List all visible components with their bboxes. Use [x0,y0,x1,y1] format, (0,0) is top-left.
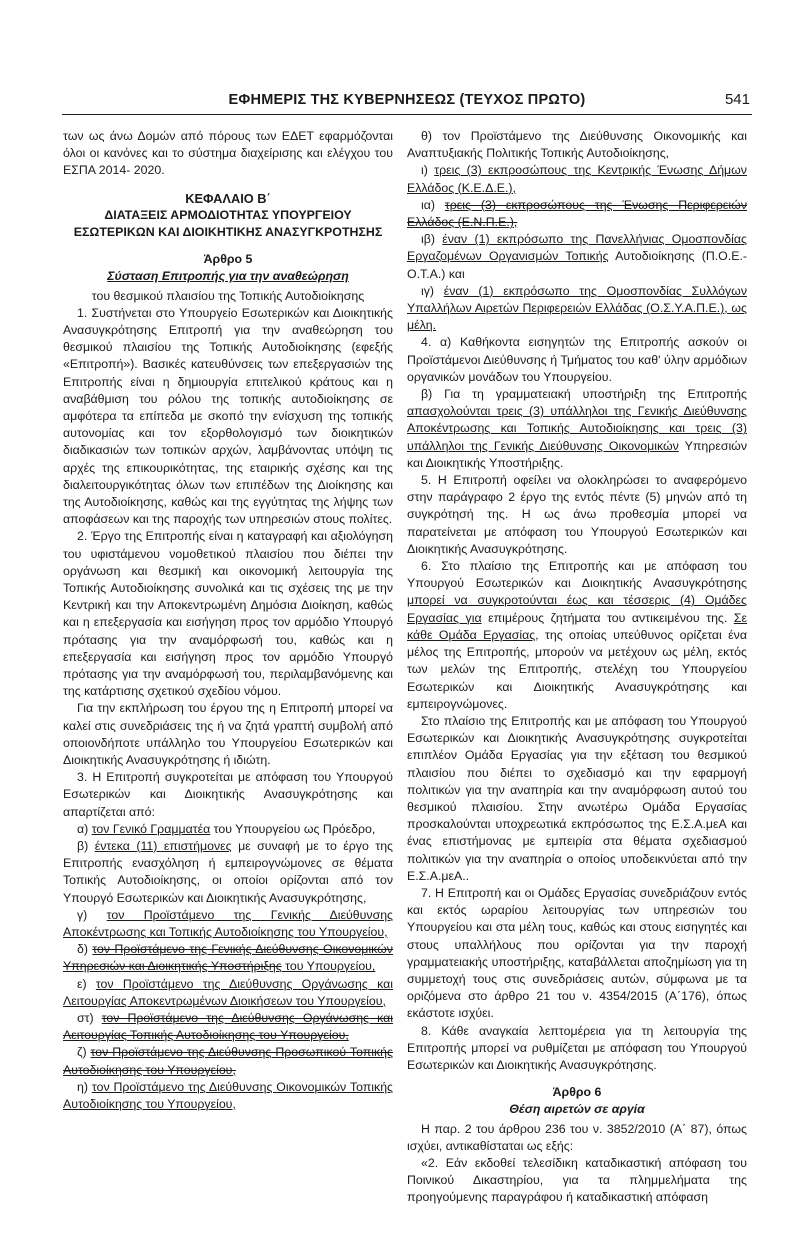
article-5-paragraph-6: 6. Στο πλαίσιο της Επιτροπής και με απόφαση του Υπουργού Εσωτερικών και Διοικητικής Ανασυγκρότησης μπορεί να συγκροτούνται έως και τέσσερις (4) Ομάδες Εργασίας για επιμέρους ζητήματα του αντικειμένου της. Σε κάθε Ομάδα Εργασίας, της οποίας υπεύθυνος ορίζεται ένα μέλος της Επιτροπής, μπορούν να μετέχουν ως μέλη, εκτός των μελών της Επιτροπής, στελέχη του Υπουργείου Εσωτερικών και Διοικητικής Ανασυγκρότησης και εμπειρογνώμονες. [407,559,747,711]
right-column [407,128,747,1207]
handwritten-underline: απασχολούνται τρεις (3) υπάλληλοι της Γενικής Διεύθυνσης Αποκέντρωσης και Τοπικής Αυτοδιοίκησης και τρεις (3) υπάλληλοι της Γενικής Διεύθυνσης Οικονομικών [407,404,747,453]
article-6-paragraph-1: Η παρ. 2 του άρθρου 236 του ν. 3852/2010 (Α΄ 87), όπως ισχύει, αντικαθίσταται ως εξής: [407,1121,747,1153]
article-6-number: Άρθρο 6 [552,1085,602,1100]
handwritten-underline: Σε κάθε Ομάδα Εργασίας [407,610,747,642]
handwritten-underline: έντεκα (11) επιστήμονες [94,839,232,854]
handwritten-strikethrough: τον Προϊστάμενο της Γενικής Διεύθυνσης Οικονομικών Υπηρεσιών και Διοικητικής Υποστήριξης [63,942,393,974]
article-5-paragraph-7: 7. Η Επιτροπή και οι Ομάδες Εργασίας συνεδριάζουν εντός και εκτός ωραρίου λειτουργίας των υπηρεσιών του Υπουργείου και στα μέλη τους, καθώς και στους εισηγητές και στους υπαλλήλους που ορίζονται για την παροχή γραμματειακής υποστήριξης, καταβάλλεται αποζημίωση για τη συμμετοχή τους στις συνεδριάσεις αυτών, σύμφωνα με τα οριζόμενα στο άρθρο 21 του ν. 4354/2015 (Α΄176), όπως εκάστοτε ισχύει. [407,885,747,1021]
handwritten-strikethrough: τρεις (3) εκπροσώπους της Ένωσης Περιφερειών Ελλάδος (Ε.Ν.Π.Ε.), [407,197,747,230]
chapter-heading: ΚΕΦΑΛΑΙΟ Β΄ [185,190,271,206]
handwritten-underline: τον Γενικό Γραμματέα [91,821,211,836]
gazette-title: ΕΦΗΜΕΡΙΣ ΤΗΣ ΚΥΒΕΡΝΗΣΕΩΣ (ΤΕΥΧΟΣ ΠΡΩΤΟ) [228,92,586,108]
member-item-b: β) έντεκα (11) επιστήμονες με συναφή με το έργο της Επιτροπής ενασχόληση ή εμπειρογνώμονες σε θέματα Τοπικής Αυτοδιοίκησης, οι οποίοι ορίζονται από τον Υπουργό Εσωτερικών και Διοικητικής Ανασυγκρότησης, [63,839,394,905]
handwritten-strikethrough: τον Προϊστάμενο της Διεύθυνσης Οργάνωσης και Λειτουργίας Τοπικής Αυτοδιοίκησης του Υπουργείου, [63,1011,393,1043]
article-5-number: Άρθρο 5 [203,252,253,267]
article-6-paragraph-2: «2. Εάν εκδοθεί τελεσίδικη καταδικαστική απόφαση του Ποινικού Δικαστηρίου, για τα πλημμελήματα της προηγούμενης παραγράφου ή καταδικαστική απόφαση [407,1155,747,1205]
article-5-paragraph-1: 1. Συστήνεται στο Υπουργείο Εσωτερικών και Διοικητικής Ανασυγκρότησης Επιτροπή για την αναθεώρηση του θεσμικού πλαισίου της Τοπικής Αυτοδιοίκησης (εφεξής «Επιτροπή»). Βασικές κατευθύνσεις των επεξεργασιών της Επιτροπής είναι η δημιουργία επιτελικού κράτους και η αναβάθμιση του ρόλου της τοπικής αυτοδιοίκησης σε αμφότερα τα επίπεδα με σκοπό την ενίσχυση της τοπικής αυτονομίας και τον εξορθολογισμό των διοικητικών διαδικασιών των τοπικών αρχών, λαμβάνοντας υπόψη τις αρχές της επικουρικότητας, της εταιρικής σχέσης και της διαλειτουργικότητας όλων των επιπέδων της Διοίκησης και της Αυτοδιοίκησης, καθώς και της εγγύτητας της λήψης των αποφάσεων και της παροχής των υπηρεσιών στους πολίτες. [63,305,393,527]
chapter-title-line-2: ΕΣΩΤΕΡΙΚΩΝ ΚΑΙ ΔΙΟΙΚΗΤΙΚΗΣ ΑΝΑΣΥΓΚΡΟΤΗΣΗΣ [73,225,383,240]
member-item-th: θ) τον Προϊστάμενο της Διεύθυνσης Οικονομικής και Αναπτυξιακής Πολιτικής Τοπικής Αυτοδιοίκησης, [407,129,747,161]
member-item-st: στ) τον Προϊστάμενο της Διεύθυνσης Οργάνωσης και Λειτουργίας Τοπικής Αυτοδιοίκησης του Υπουργείου, [63,1011,393,1043]
chapter-title-line-1: ΔΙΑΤΑΞΕΙΣ ΑΡΜΟΔΙΟΤΗΤΑΣ ΥΠΟΥΡΓΕΙΟΥ [104,208,352,223]
article-5-paragraph-6b: Στο πλαίσιο της Επιτροπής και με απόφαση του Υπουργού Εσωτερικών και Διοικητικής Ανασυγκρότησης συγκροτείται επιπλέον Ομάδα Εργασίας για την εξέταση του θεσμικού πλαισίου που διέπει το σχεδιασμό και την εφαρμογή πολιτικών για την αναπηρία και την αναμόρφωση αυτού του θεσμικού πλαισίου. Στην ανωτέρω Ομάδα Εργασίας προσκαλούνται υποχρεωτικά εκπρόσωπος της Ε.Σ.Α.μεΑ και ένας επιστήμονας με εμπειρία στα θέματα σχεδιασμού πολιτικών για την αναπηρία ο οποίος υποδεικνύεται από την Ε.Σ.Α.μεΑ.. [407,713,747,883]
member-item-h: η) τον Προϊστάμενο της Διεύθυνσης Οικονομικών Τοπικής Αυτοδιοίκησης του Υπουργείου, [63,1079,394,1112]
article-5-paragraph-8: 8. Κάθε αναγκαία λεπτομέρεια για τη λειτουργία της Επιτροπής μπορεί να ρυθμίζεται με απόφαση του Υπουργού Εσωτερικών και Διοικητικής Ανασυγκρότησης. [407,1023,747,1072]
article-5-paragraph-4a: 4. α) Καθήκοντα εισηγητών της Επιτροπής ασκούν οι Προϊστάμενοι Διεύθυνσης ή Τμήματος του καθ' ύλην αρμόδιων οργανικών μονάδων του Υπουργείου. [407,335,747,384]
page-number: 541 [724,91,750,108]
handwritten-underline: τρεις (3) εκπροσώπους της Κεντρικής Ένωσης Δήμων Ελλάδος (Κ.Ε.Δ.Ε.), [407,163,747,195]
member-item-c: γ) τον Προϊστάμενο της Γενικής Διεύθυνσης Αποκέντρωσης και Τοπικής Αυτοδιοίκησης του Υπουργείου, [63,907,394,940]
intro-paragraph: των ως άνω Δομών από πόρους των ΕΔΕΤ εφαρμόζονται όλοι οι κανόνες και το σύστημα διαχείρισης και ελέγχου του ΕΣΠΑ 2014- 2020. [63,129,393,178]
handwritten-underline: μπορεί να συγκροτούνται έως και τέσσερις (4) Ομάδες Εργασίας για [407,593,747,625]
article-5-subtitle: του θεσμικού πλαισίου της Τοπικής Αυτοδιοίκησης [91,288,365,303]
member-item-i: ι) τρεις (3) εκπροσώπους της Κεντρικής Ένωσης Δήμων Ελλάδος (Κ.Ε.Δ.Ε.), [407,163,747,195]
page-header [62,92,752,115]
member-item-z: ζ) τον Προϊστάμενο της Διεύθυνσης Προσωπικού Τοπικής Αυτοδιοίκησης του Υπουργείου, [63,1045,393,1077]
member-item-ia: ια) τρεις (3) εκπροσώπους της Ένωσης Περιφερειών Ελλάδος (Ε.Ν.Π.Ε.), [407,197,747,230]
handwritten-underline: τον Προϊστάμενο της Διεύθυνσης Οικονομικών Τοπικής Αυτοδιοίκησης του Υπουργείου, [63,1079,394,1112]
member-item-d: δ) τον Προϊστάμενο της Γενικής Διεύθυνσης Οικονομικών Υπηρεσιών και Διοικητικής Υποστήριξης του Υπουργείου, [63,942,393,974]
article-5-paragraph-5: 5. Η Επιτροπή οφείλει να ολοκληρώσει το αναφερόμενο στην παράγραφο 2 έργο της εντός πέντε (5) μηνών από τη συγκρότησή της. Η ως άνω προθεσμία μπορεί να παρατείνεται με απόφαση του Υπουργού Εσωτερικών και Διοικητικής Ανασυγκρότησης. [407,473,747,556]
article-5-paragraph-4b: β) Για τη γραμματειακή υποστήριξη της Επιτροπής απασχολούνται τρεις (3) υπάλληλοι της Γενικής Διεύθυνσης Αποκέντρωσης και Τοπικής Αυτοδιοίκησης και τρεις (3) υπάλληλοι της Γενικής Διεύθυνσης Οικονομικών Υπηρεσιών και Διοικητικής Υποστήριξης. [407,387,747,470]
handwritten-underline: έναν (1) εκπρόσωπο της Πανελλήνιας Ομοσπονδίας Εργαζομένων Οργανισμών Τοπικής [407,232,747,264]
handwritten-underline: τον Προϊστάμενο της Γενικής Διεύθυνσης Αποκέντρωσης και Τοπικής Αυτοδιοίκησης του Υπουργείου, [63,907,394,940]
member-item-e: ε) τον Προϊστάμενο της Διεύθυνσης Οργάνωσης και Λειτουργίας Αποκεντρωμένων Διοικήσεων του Υπουργείου, [63,976,393,1008]
article-6-title: Θέση αιρετών σε αργία [509,1102,645,1117]
article-5-title: Σύσταση Επιτροπής για την αναθεώρηση [107,269,349,284]
article-5-paragraph-2b: Για την εκπλήρωση του έργου της η Επιτροπή μπορεί να καλεί στις συνεδριάσεις της ή να ζητά γραπτή συμβολή από οποιονδήποτε υπάλληλο του Υπουργείου Εσωτερικών και Διοικητικής Ανασυγκρότησης ή ιδιώτη. [63,701,393,767]
handwritten-underline: έναν (1) εκπρόσωπο της Ομοσπονδίας Συλλόγων Υπαλλήλων Αιρετών Περιφερειών Ελλάδας (Ο.Σ.Υ.Α.Π.Ε.), [407,283,747,316]
member-item-a: α) τον Γενικό Γραμματέα του Υπουργείου ως Πρόεδρο, [77,821,376,836]
left-column [63,128,393,1113]
handwritten-strikethrough: τον Προϊστάμενο της Διεύθυνσης Προσωπικού Τοπικής Αυτοδιοίκησης του Υπουργείου, [63,1045,393,1077]
handwritten-underline: τον Προϊστάμενο της Διεύθυνσης Οργάνωσης και Λειτουργίας Αποκεντρωμένων Διοικήσεων του Υπουργείου, [63,976,393,1008]
article-5-paragraph-3: 3. Η Επιτροπή συγκροτείται με απόφαση του Υπουργού Εσωτερικών και Διοικητικής Ανασυγκρότησης και απαρτίζεται από: [63,770,393,819]
member-item-ig: ιγ) έναν (1) εκπρόσωπο της Ομοσπονδίας Συλλόγων Υπαλλήλων Αιρετών Περιφερειών Ελλάδας (Ο.Σ.Υ.Α.Π.Ε.), ως μέλη. [407,283,747,333]
member-item-ib: ιβ) έναν (1) εκπρόσωπο της Πανελλήνιας Ομοσπονδίας Εργαζομένων Οργανισμών Τοπικής Αυτοδιοίκησης (Π.Ο.Ε.-Ο.Τ.Α.) και [407,232,747,281]
article-5-paragraph-2: 2. Έργο της Επιτροπής είναι η καταγραφή και αξιολόγηση του υφιστάμενου νομοθετικού πλαισίου που διέπει την οργάνωση και θεσμική και οικονομική λειτουργία της Τοπικής Αυτοδιοίκησης συνολικά και τις σχέσεις της με την Κεντρική και την Αποκεντρωμένη Δημόσια Διοίκηση, καθώς και η επεξεργασία και εισήγηση προς τον αρμόδιο Υπουργό πρότασης για την αναμόρφωσή του, καθώς και η επεξεργασία και εισήγηση προς τον αρμόδιο Υπουργό πρότασης για την αναμόρφωσή του, περιλαμβανόμενης και της κατάρτισης σχετικού σχεδίου νόμου. [63,529,393,699]
